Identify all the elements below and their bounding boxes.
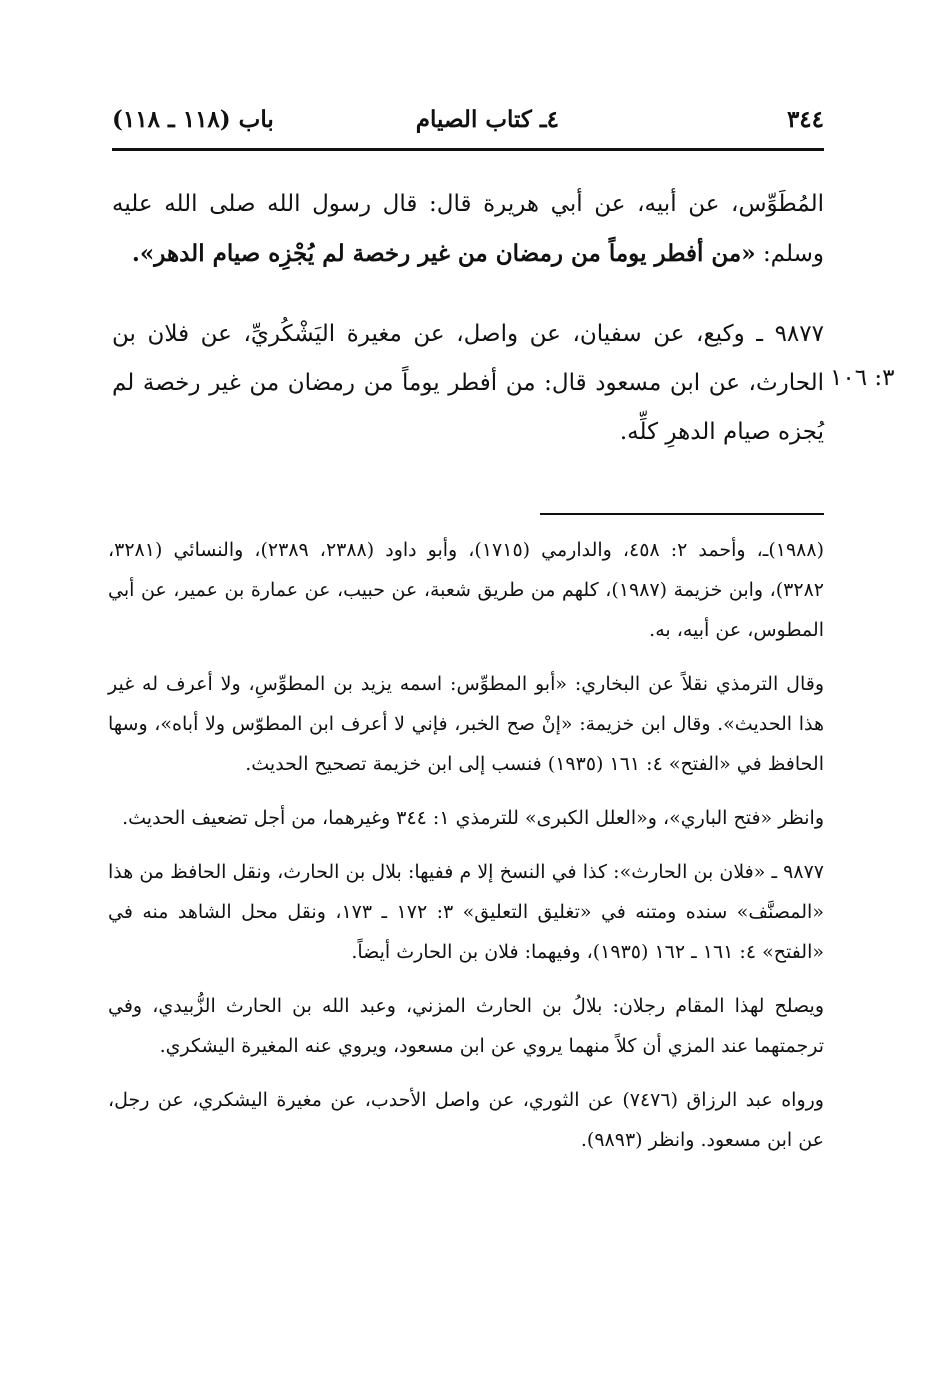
hadith-continuation [112, 180, 824, 279]
hadith-9877 [112, 310, 824, 457]
chapter-range: باب (١١٨ ـ ١١٨) [112, 106, 274, 133]
footnote-paragraph: ويصلح لهذا المقام رجلان: بلالُ بن الحارث المزني، وعبد الله بن الحارث الزُّبيدي، وفي ترجمتهما عند المزي أن كلاً منهما يروي عن ابن مسعود، ويروي عنه المغيرة اليشكري. [108, 995, 824, 1057]
hadith-quote: «من أفطر يوماً من رمضان من غير رخصة لم يُجْزِه صيام الدهر». [131, 240, 756, 267]
header-divider [112, 148, 824, 151]
footnote-paragraph: وقال الترمذي نقلاً عن البخاري: «أبو المطوِّس: اسمه يزيد بن المطوِّسِ، ولا أعرف له غير هذا الحديث». وقال ابن خزيمة: «إنْ صح الخبر، فإني لا أعرف ابن المطوّس ولا أباه»، وسها الحافظ في «الفتح» ٤: ١٦١ (١٩٣٥) فنسب إلى ابن خزيمة تصحيح الحديث. [108, 673, 824, 775]
footnote-paragraph: ٩٨٧٧ ـ «فلان بن الحارث»: كذا في النسخ إلا م ففيها: بلال بن الحارث، ونقل الحافظ من هذا «المصنَّف» سنده ومتنه في «تغليق التعليق» ٣: ١٧٢ ـ ١٧٣، ونقل محل الشاهد منه في «الفتح» ٤: ١٦١ ـ ١٦٢ (١٩٣٥)، وفيهما: فلان بن الحارث أيضاً. [108, 861, 824, 963]
hadith-text: ٩٨٧٧ ـ وكيع، عن سفيان، عن واصل، عن مغيرة اليَشْكُريِّ، عن فلان بن الحارث، عن ابن مسعود قال: من أفطر يوماً من رمضان من غير رخصة لم يُجزه صيام الدهرِ كلِّه. [112, 321, 824, 445]
margin-reference: ٣: ١٠٦ [830, 365, 895, 391]
book-title: ٤ـ كتاب الصيام [415, 106, 559, 133]
footnote-paragraph: (١٩٨٨)ـ، وأحمد ٢: ٤٥٨، والدارمي (١٧١٥)، وأبو داود (٢٣٨٨، ٢٣٨٩)، والنسائي (٣٢٨١، ٣٢٨٢)، وابن خزيمة (١٩٨٧)، كلهم من طريق شعبة، عن حبيب، عن عمارة بن عمير، عن أبي المطوس، عن أبيه، به. [108, 539, 824, 641]
footnote-paragraph: وانظر «فتح الباري»، و«العلل الكبرى» للترمذي ١: ٣٤٤ وغيرهما، من أجل تضعيف الحديث. [122, 807, 824, 829]
footnotes [108, 530, 824, 1174]
page-header [112, 100, 824, 144]
footnote-paragraph: ورواه عبد الرزاق (٧٤٧٦) عن الثوري، عن واصل الأحدب، عن مغيرة اليشكري، عن رجل، عن ابن مسعود. وانظر (٩٨٩٣). [108, 1089, 824, 1151]
hadith-text: المُطَوِّس، عن أبيه، عن أبي هريرة قال: قال رسول الله صلى الله عليه وسلم: [112, 191, 824, 267]
page-number: ٣٤٤ [786, 106, 824, 133]
footnote-divider [540, 513, 824, 515]
